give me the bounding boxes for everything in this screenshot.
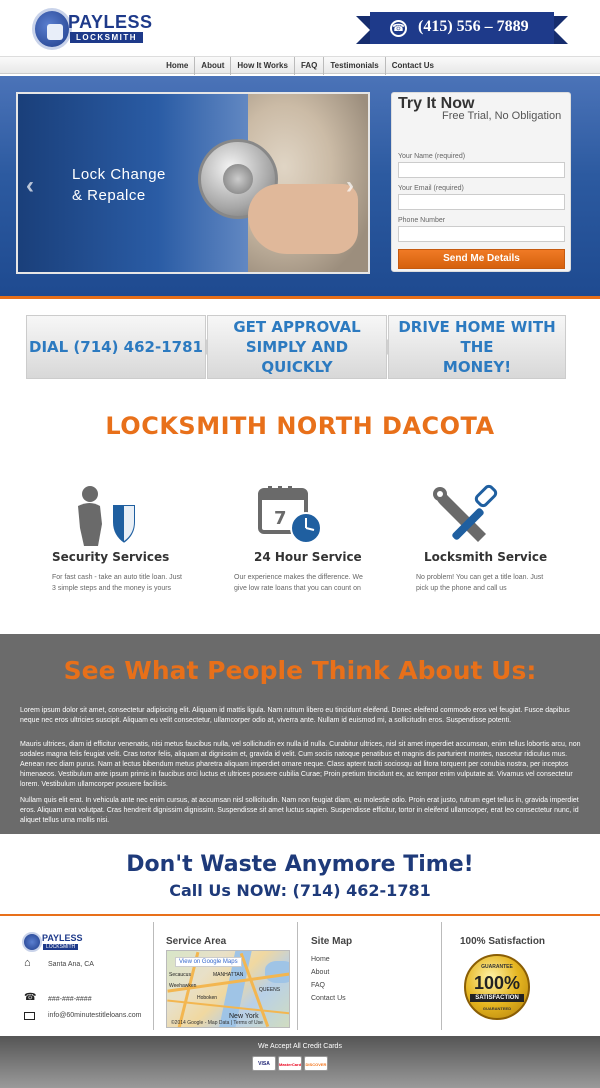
svg-text:7: 7 bbox=[274, 508, 287, 529]
slider-prev-icon[interactable]: ‹ bbox=[26, 172, 34, 199]
credit-cards-text: We Accept All Credit Cards bbox=[258, 1043, 342, 1050]
testimonial-paragraph: Lorem ipsum dolor sit amet, consectetur adipiscing elit. Aliquam id mattis ligula. Nam rutrum libero eu tincidunt eleifend. Donec eleifend commodo eros vel feugiat. Fusce dapibus neque nec eros ultricies suscipit. Aliquam eu velit consectetur, ullamcorper odio at, viverra ante. Nullam id euismod mi, a sollicitudin eros. Suspendisse potenti. bbox=[20, 707, 570, 724]
service-area-map[interactable] bbox=[166, 950, 290, 1028]
badge-arc-text: GUARANTEED bbox=[482, 1006, 512, 1011]
map-label: New York bbox=[229, 1013, 259, 1020]
cta-phone[interactable]: Call Us NOW: (714) 462-1781 bbox=[169, 881, 431, 900]
phone-icon: ☎ bbox=[390, 20, 407, 37]
map-footer: ©2014 Google - Map Data | Terms of Use bbox=[171, 1020, 263, 1026]
footer-email[interactable]: info@60minutestitleloans.com bbox=[48, 1012, 142, 1019]
footer-phone: ###-###-#### bbox=[48, 996, 92, 1003]
phone-icon: ☎ bbox=[24, 992, 37, 1003]
footer-logo-name: PAYLESS bbox=[42, 933, 83, 943]
send-details-button[interactable]: Send Me Details bbox=[398, 249, 565, 269]
map-label: MANHATTAN bbox=[213, 972, 244, 978]
bottom-bar bbox=[0, 1036, 600, 1088]
logo-name: PAYLESS bbox=[68, 12, 153, 32]
service-title: 24 Hour Service bbox=[254, 550, 362, 564]
service-title: Security Services bbox=[52, 550, 170, 564]
security-shield-icon bbox=[72, 484, 142, 546]
hand-image bbox=[248, 184, 358, 254]
home-icon: ⌂ bbox=[24, 957, 31, 969]
sitemap-link-faq[interactable]: FAQ bbox=[311, 982, 326, 989]
badge-number: 100% bbox=[473, 973, 521, 993]
logo-lock-icon bbox=[32, 8, 72, 50]
testimonials-section bbox=[0, 634, 600, 834]
footer bbox=[0, 916, 600, 1036]
testimonial-paragraph: Nullam quis elit erat. In vehicula ante nec enim cursus, at accumsan nisl sollicitudin. Nam non feugiat diam, eu molestie odio. Proin erat justo, rutrum eget tellus in, gravida imperdiet eros. Aliquam erat volutpat. Cras hendrerit dignissim dignissim. Suspendisse sit amet luctus sapien. Suspendisse efficitur, tortor in eleifend ullamcorper, erat leo consectetur nunc, id aliquet tellus urna mollis nisi. bbox=[20, 797, 579, 824]
badge-top-text: GUARANTEE bbox=[481, 964, 513, 970]
map-label: Secaucus bbox=[169, 972, 191, 978]
footer-logo-icon bbox=[22, 932, 42, 952]
phone-field[interactable] bbox=[398, 226, 565, 242]
calendar-clock-icon bbox=[256, 484, 326, 546]
footer-logo-sub: LOCKSMITH bbox=[43, 944, 78, 950]
logo[interactable] bbox=[32, 6, 153, 52]
footer-address: Santa Ana, CA bbox=[48, 961, 94, 968]
map-label: Weehawken bbox=[169, 983, 197, 989]
service-text: No problem! You can get a title loan. Just pick up the phone and call us bbox=[416, 574, 544, 592]
visa-card-icon: VISA bbox=[252, 1056, 276, 1071]
step-drive-line1: DRIVE HOME WITH THE bbox=[398, 318, 556, 356]
step-approval-line2: SIMPLY AND QUICKLY bbox=[245, 338, 349, 376]
mastercard-icon: MasterCard bbox=[278, 1056, 302, 1071]
nav-item-faq[interactable]: FAQ bbox=[295, 57, 324, 75]
testimonial-paragraph: Mauris ultrices, diam id efficitur venenatis, nisi metus faucibus nulla, vel sollicitudin ex nulla id nulla. Curabitur ultrices, nisl sit amet imperdiet accumsan, enim tellus lobortis arcu, non sodales magna felis feugiat velit. Cras tortor felis, aliquam at dignissim et, gravida id velit. Cum sociis natoque penatibus et magnis dis parturient montes, nascetur ridiculus mus. Aenean nec diam purus. Nam at lectus bibendum metus pharetra aliquam imperdiet ornare neque. Class aptent taciti sociosqu ad litora torquent per conubia nostra, per inceptos himenaeos. Vestibulum ante ipsum primis in faucibus orci luctus et ultrices posuere cubilia Curae; Proin pretium tincidunt ex, ac tempor enim vulputate at. Vivamus vel consectetur lorem. Vestibulum ullamcorper posuere facilisis. bbox=[20, 741, 581, 788]
main-nav bbox=[0, 56, 600, 74]
name-field[interactable] bbox=[398, 162, 565, 178]
hero-divider bbox=[0, 296, 600, 299]
slide-caption-line1: Lock Change bbox=[72, 166, 166, 183]
sitemap-link-home[interactable]: Home bbox=[311, 956, 330, 963]
badge-bottom-text: SATISFACTION bbox=[470, 994, 524, 1002]
form-title: Try It Now bbox=[398, 95, 475, 112]
logo-subtitle: LOCKSMITH bbox=[70, 32, 143, 43]
view-on-google-maps-link[interactable]: View on Google Maps bbox=[175, 957, 242, 967]
nav-item-home[interactable]: Home bbox=[160, 57, 195, 75]
nav-item-testimonials[interactable]: Testimonials bbox=[324, 57, 385, 75]
step-approval bbox=[207, 315, 387, 379]
sitemap-link-contact[interactable]: Contact Us bbox=[311, 995, 346, 1002]
nav-item-about[interactable]: About bbox=[195, 57, 231, 75]
form-subtitle: Free Trial, No Obligation bbox=[442, 110, 562, 122]
section-title: LOCKSMITH NORTH DACOTA bbox=[105, 412, 495, 440]
email-label: Your Email (required) bbox=[398, 185, 464, 192]
slide-caption-line2: & Repalce bbox=[72, 187, 146, 204]
email-field[interactable] bbox=[398, 194, 565, 210]
header-phone: (415) 556 – 7889 bbox=[418, 18, 529, 35]
service-text: For fast cash - take an auto title loan. Just 3 simple steps and the money is yours bbox=[52, 574, 182, 592]
image-slider[interactable] bbox=[16, 92, 370, 274]
nav-item-contact-us[interactable]: Contact Us bbox=[391, 61, 434, 70]
service-title: Locksmith Service bbox=[424, 550, 548, 564]
step-dial-text: DIAL (714) 462-1781 bbox=[29, 338, 203, 356]
footer-logo[interactable] bbox=[22, 932, 83, 954]
email-icon bbox=[24, 1012, 35, 1020]
map-label: Hoboken bbox=[197, 995, 218, 1001]
name-label: Your Name (required) bbox=[398, 153, 466, 160]
step-drive-line2: MONEY! bbox=[442, 358, 512, 376]
service-text: Our experience makes the difference. We give low rate loans that you can count on bbox=[234, 574, 363, 592]
service-area-heading: Service Area bbox=[166, 936, 227, 947]
phone-banner[interactable] bbox=[356, 12, 568, 44]
step-dial bbox=[26, 315, 206, 379]
testimonials-title: See What People Think About Us: bbox=[63, 656, 537, 685]
phone-label: Phone Number bbox=[398, 217, 446, 224]
header bbox=[0, 0, 600, 58]
nav-item-how-it-works[interactable]: How It Works bbox=[231, 57, 295, 75]
satisfaction-badge bbox=[464, 954, 530, 1020]
step-approval-line1: GET APPROVAL bbox=[233, 318, 361, 336]
steps-bar bbox=[26, 315, 566, 379]
slide-caption bbox=[72, 164, 166, 206]
map-label: QUEENS bbox=[259, 987, 281, 993]
step-drive-home bbox=[388, 315, 566, 379]
discover-card-icon: DISCOVER bbox=[304, 1056, 328, 1071]
cta-title: Don't Waste Anymore Time! bbox=[126, 852, 474, 877]
trial-form bbox=[391, 92, 571, 272]
slider-next-icon[interactable]: › bbox=[346, 172, 354, 199]
satisfaction-heading: 100% Satisfaction bbox=[460, 936, 546, 947]
wrench-screwdriver-icon bbox=[430, 484, 500, 546]
sitemap-link-about[interactable]: About bbox=[311, 969, 330, 976]
sitemap-heading: Site Map bbox=[311, 936, 353, 947]
